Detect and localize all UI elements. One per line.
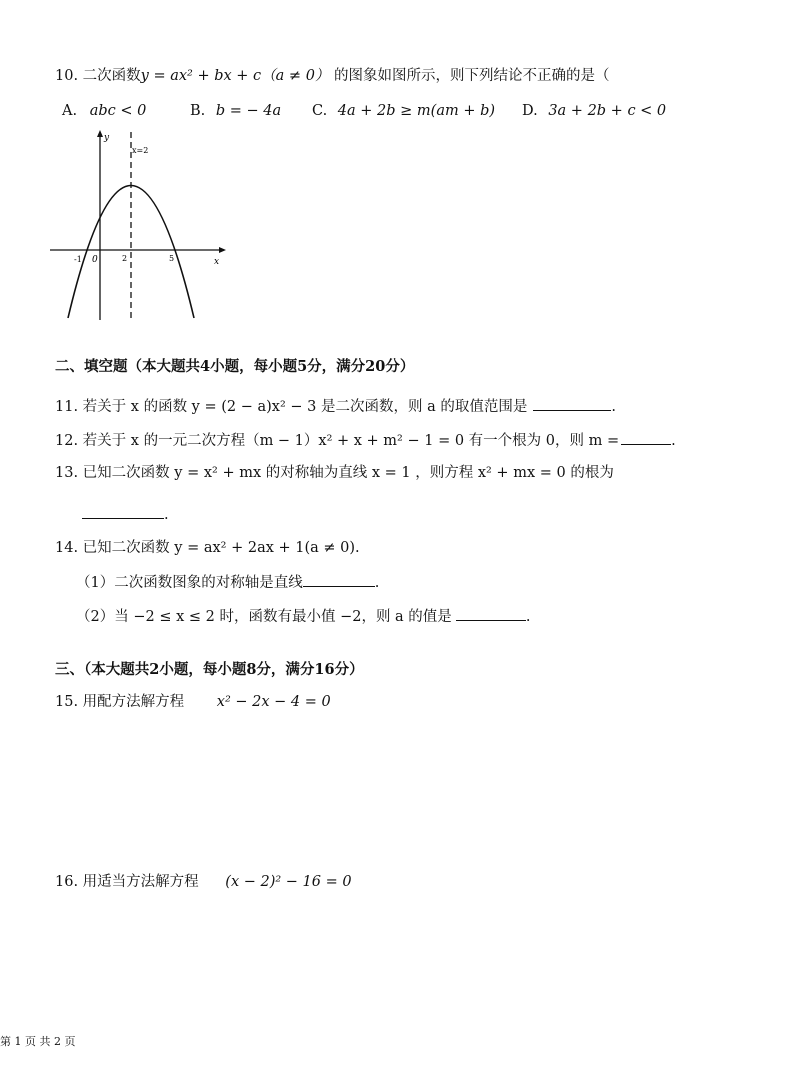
q13-number: 13. <box>55 465 79 481</box>
option-letter: B. <box>190 103 206 119</box>
q14 <box>55 538 360 558</box>
q11-number: 11. <box>55 399 79 415</box>
q12-number: 12. <box>55 433 79 449</box>
q14-sub2-answer-blank[interactable] <box>456 606 526 621</box>
q11-end: . <box>611 399 616 415</box>
q16-equation: (x − 2)² − 16 = 0 <box>225 874 352 890</box>
section-2-heading: 二、填空题（本大题共4小题，每小题5分，满分20分） <box>55 358 415 375</box>
q13-answer-blank[interactable] <box>82 504 164 519</box>
q14-sub2 <box>76 606 530 627</box>
q10-option-b <box>190 101 281 121</box>
tick-label: 0 <box>92 255 98 265</box>
q14-sub1-end: . <box>374 575 380 591</box>
q15-text: 用配方法解方程 <box>82 694 185 710</box>
q10-option-a <box>62 101 146 121</box>
section-3-heading: 三、（本大题共2小题，每小题8分，满分16分） <box>55 661 364 678</box>
q10-number: 10. <box>55 68 79 84</box>
q16-number: 16. <box>55 874 79 890</box>
q14-text: 已知二次函数 y = ax² + 2ax + 1(a ≠ 0). <box>82 540 360 556</box>
q13 <box>55 463 614 483</box>
q13-end: . <box>164 507 169 523</box>
option-text: b = − 4a <box>215 103 282 119</box>
tick-label: -1 <box>74 255 82 264</box>
q10-formula: y = ax² + bx + c（a ≠ 0） <box>140 68 330 84</box>
q14-sub2-end: . <box>525 609 531 625</box>
q12-end: . <box>671 433 676 449</box>
option-letter: A. <box>62 103 78 119</box>
option-text: abc < 0 <box>89 103 147 119</box>
y-axis-label: y <box>104 133 110 143</box>
q12-answer-blank[interactable] <box>621 430 671 445</box>
tick-label: 5 <box>169 254 175 263</box>
y-axis-arrow <box>97 130 103 137</box>
q10-stem-suffix: 的图象如图所示，则下列结论不正确的是（ <box>334 68 610 84</box>
q13-text: 已知二次函数 y = x² + mx 的对称轴为直线 x = 1 ，则方程 x² + mx = 0 的根为 <box>82 465 614 481</box>
q14-number: 14. <box>55 540 79 556</box>
page-footer: 第 1 页 共 2 页 <box>0 1035 76 1048</box>
q15-equation: x² − 2x − 4 = 0 <box>216 694 331 710</box>
q16 <box>55 872 352 892</box>
tick-label: 2 <box>122 254 128 263</box>
q15-number: 15. <box>55 694 79 710</box>
q11-answer-blank[interactable] <box>533 396 611 411</box>
x-axis-arrow <box>219 247 226 253</box>
x-axis-label: x <box>214 257 220 267</box>
q12-text: 若关于 x 的一元二次方程（m − 1）x² + x + m² − 1 = 0 有一个根为 0，则 m = <box>82 433 620 449</box>
q14-sub2-text: （2）当 −2 ≤ x ≤ 2 时，函数有最小值 −2，则 a 的值是 <box>76 609 452 625</box>
q16-text: 用适当方法解方程 <box>82 874 199 890</box>
q11-text: 若关于 x 的函数 y = (2 − a)x² − 3 是二次函数，则 a 的取值范围是 <box>82 399 528 415</box>
q10-stem <box>55 66 610 86</box>
option-letter: D. <box>522 103 538 119</box>
q12 <box>55 430 676 451</box>
q11 <box>55 396 616 417</box>
symmetry-label: x=2 <box>132 146 149 155</box>
option-letter: C. <box>312 103 328 119</box>
q10-option-c <box>312 101 495 121</box>
q10-stem-prefix: 二次函数 <box>82 68 141 84</box>
q10-option-d <box>522 101 666 121</box>
q13-answer-line <box>82 504 169 525</box>
q14-sub1-answer-blank[interactable] <box>303 572 375 587</box>
q14-sub1-text: （1）二次函数图象的对称轴是直线 <box>76 575 303 591</box>
q14-sub1 <box>76 572 379 593</box>
q15 <box>55 692 331 712</box>
option-text: 4a + 2b ≥ m(am + b) <box>337 103 496 119</box>
q10-parabola-graph <box>48 128 238 323</box>
option-text: 3a + 2b + c < 0 <box>548 103 667 119</box>
